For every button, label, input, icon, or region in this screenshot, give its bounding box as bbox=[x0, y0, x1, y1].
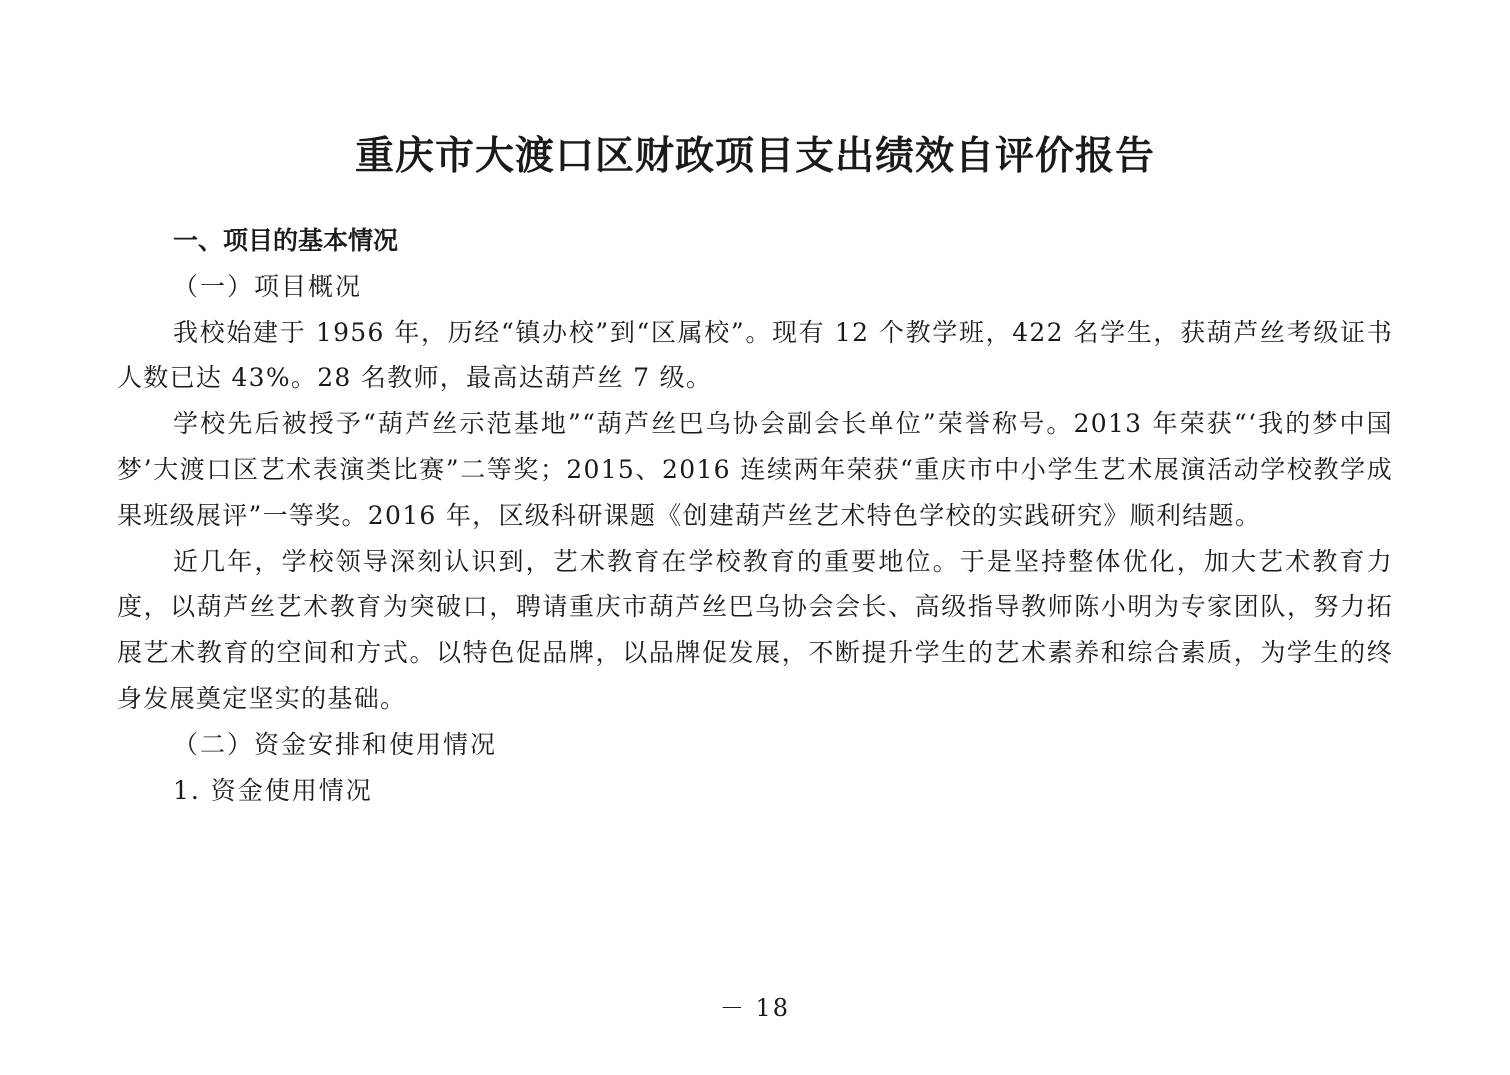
item-heading-fund-usage: 1. 资金使用情况 bbox=[173, 775, 373, 805]
page-number: － 18 bbox=[719, 994, 791, 1022]
subsection-heading-funding: （二）资金安排和使用情况 bbox=[173, 729, 498, 759]
paragraph-art-education: 近几年，学校领导深刻认识到，艺术教育在学校教育的重要地位。于是坚持整体优化，加大艺术教育力度，以葫芦丝艺术教育为突破口，聘请重庆市葫芦丝巴乌协会会长、高级指导教师陈小明为专家团队，努力拓展艺术教育的空间和方式。以特色促品牌，以品牌促发展，不断提升学生的艺术素养和综合素质，为学生的终身发展奠定坚实的基础。 bbox=[117, 546, 1393, 713]
subsection-heading-overview: （一）项目概况 bbox=[173, 271, 363, 301]
document-title: 重庆市大渡口区财政项目支出绩效自评价报告 bbox=[354, 133, 1155, 179]
paragraph-honors: 学校先后被授予“葫芦丝示范基地”“葫芦丝巴乌协会副会长单位”荣誉称号。2013 年荣获“‘我的梦中国梦’大渡口区艺术表演类比赛”二等奖；2015、2016 连续两年荣获“重庆市中小学生艺术展演活动学校教学成果班级展评”一等奖。2016 年，区级科研课题《创建葫芦丝艺术特色学校的实践研究》顺利结题。 bbox=[117, 409, 1393, 530]
section-heading-basic-info: 一、项目的基本情况 bbox=[173, 226, 399, 255]
paragraph-school-history: 我校始建于 1956 年，历经“镇办校”到“区属校”。现有 12 个教学班，422 名学生，获葫芦丝考级证书人数已达 43%。28 名教师，最高达葫芦丝 7 级。 bbox=[117, 317, 1393, 393]
document-body bbox=[117, 218, 1393, 813]
